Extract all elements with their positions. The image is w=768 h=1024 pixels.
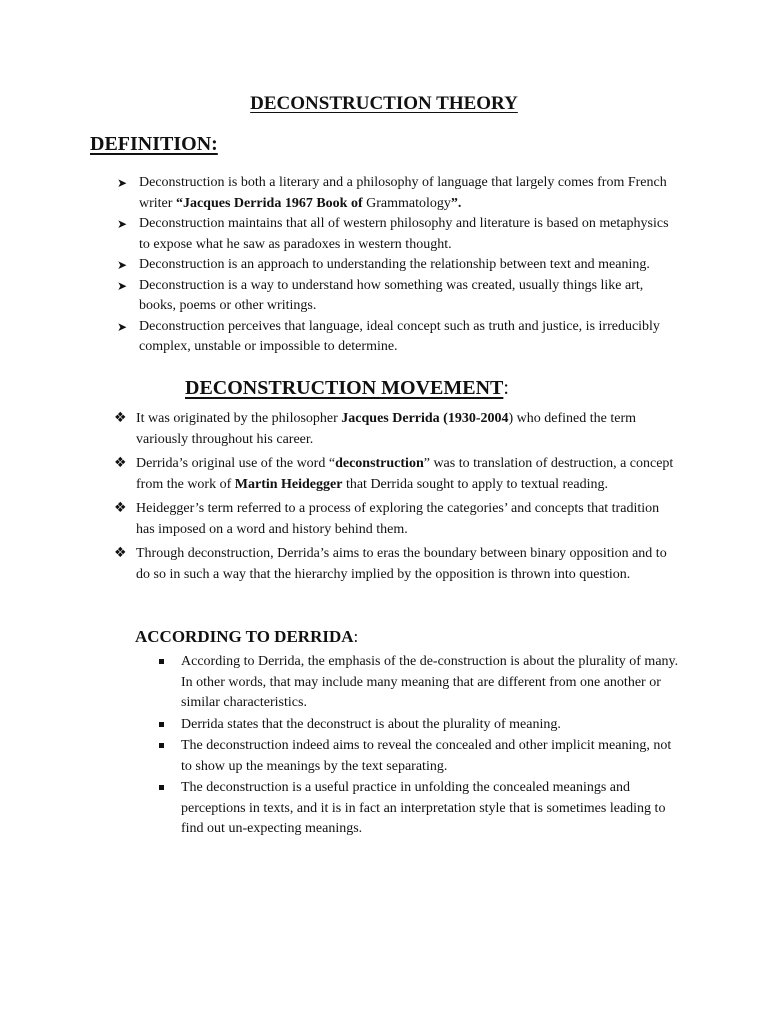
document-title: DECONSTRUCTION THEORY [250,93,518,114]
according-heading-text: ACCORDING TO DERRIDA [135,627,354,646]
definition-list [139,173,679,358]
according-heading-colon: : [353,627,359,646]
movement-item: ❖ Heidegger’s term referred to a process of exploring the categories’ and concepts that tradition has imposed on a word and history behind them. [136,499,681,540]
document-title-block [0,93,768,115]
according-item: According to Derrida, the emphasis of the de-construction is about the plurality of many. In other words, that may include many meaning that are different from one another or similar characteristics. [181,652,681,714]
definition-heading: DEFINITION: [90,133,218,155]
definition-item: ➤ Deconstruction maintains that all of western philosophy and literature is based on metaphysics to expose what he saw as paradoxes in western thought. [139,214,679,255]
according-list [181,652,681,841]
movement-heading-text: DECONSTRUCTION MOVEMENT [185,377,504,399]
movement-heading-colon: : [503,377,509,399]
according-item: Derrida states that the deconstruct is about the plurality of meaning. [181,715,681,736]
definition-item: ➤ Deconstruction is a way to understand how something was created, usually things like art, books, poems or other writings. [139,276,679,317]
movement-item: ❖ It was originated by the philosopher Jacques Derrida (1930-2004) who defined the term variously throughout his career. [136,409,681,450]
definition-item: ➤ Deconstruction is an approach to understanding the relationship between text and meaning. [139,255,679,276]
according-item: The deconstruction indeed aims to reveal the concealed and other implicit meaning, not to show up the meanings by the text separating. [181,736,681,777]
definition-item: ➤ Deconstruction perceives that language, ideal concept such as truth and justice, is irreducibly complex, unstable or impossible to determine. [139,317,679,358]
according-heading [135,627,358,647]
according-item: The deconstruction is a useful practice in unfolding the concealed meanings and perceptions in texts, and it is in fact an interpretation style that is sometimes leading to find out un-expecting meanings. [181,778,681,840]
movement-item: ❖ Through deconstruction, Derrida’s aims to eras the boundary between binary opposition and to do so in such a way that the hierarchy implied by the opposition is thrown into question. [136,544,681,585]
movement-heading [185,377,509,400]
definition-item: ➤ Deconstruction is both a literary and a philosophy of language that largely comes from French writer “Jacques Derrida 1967 Book of Grammatology”. [139,173,679,214]
movement-item: ❖ Derrida’s original use of the word “deconstruction” was to translation of destruction, a concept from the work of Martin Heidegger that Derrida sought to apply to textual reading. [136,454,681,495]
movement-list [136,409,681,589]
